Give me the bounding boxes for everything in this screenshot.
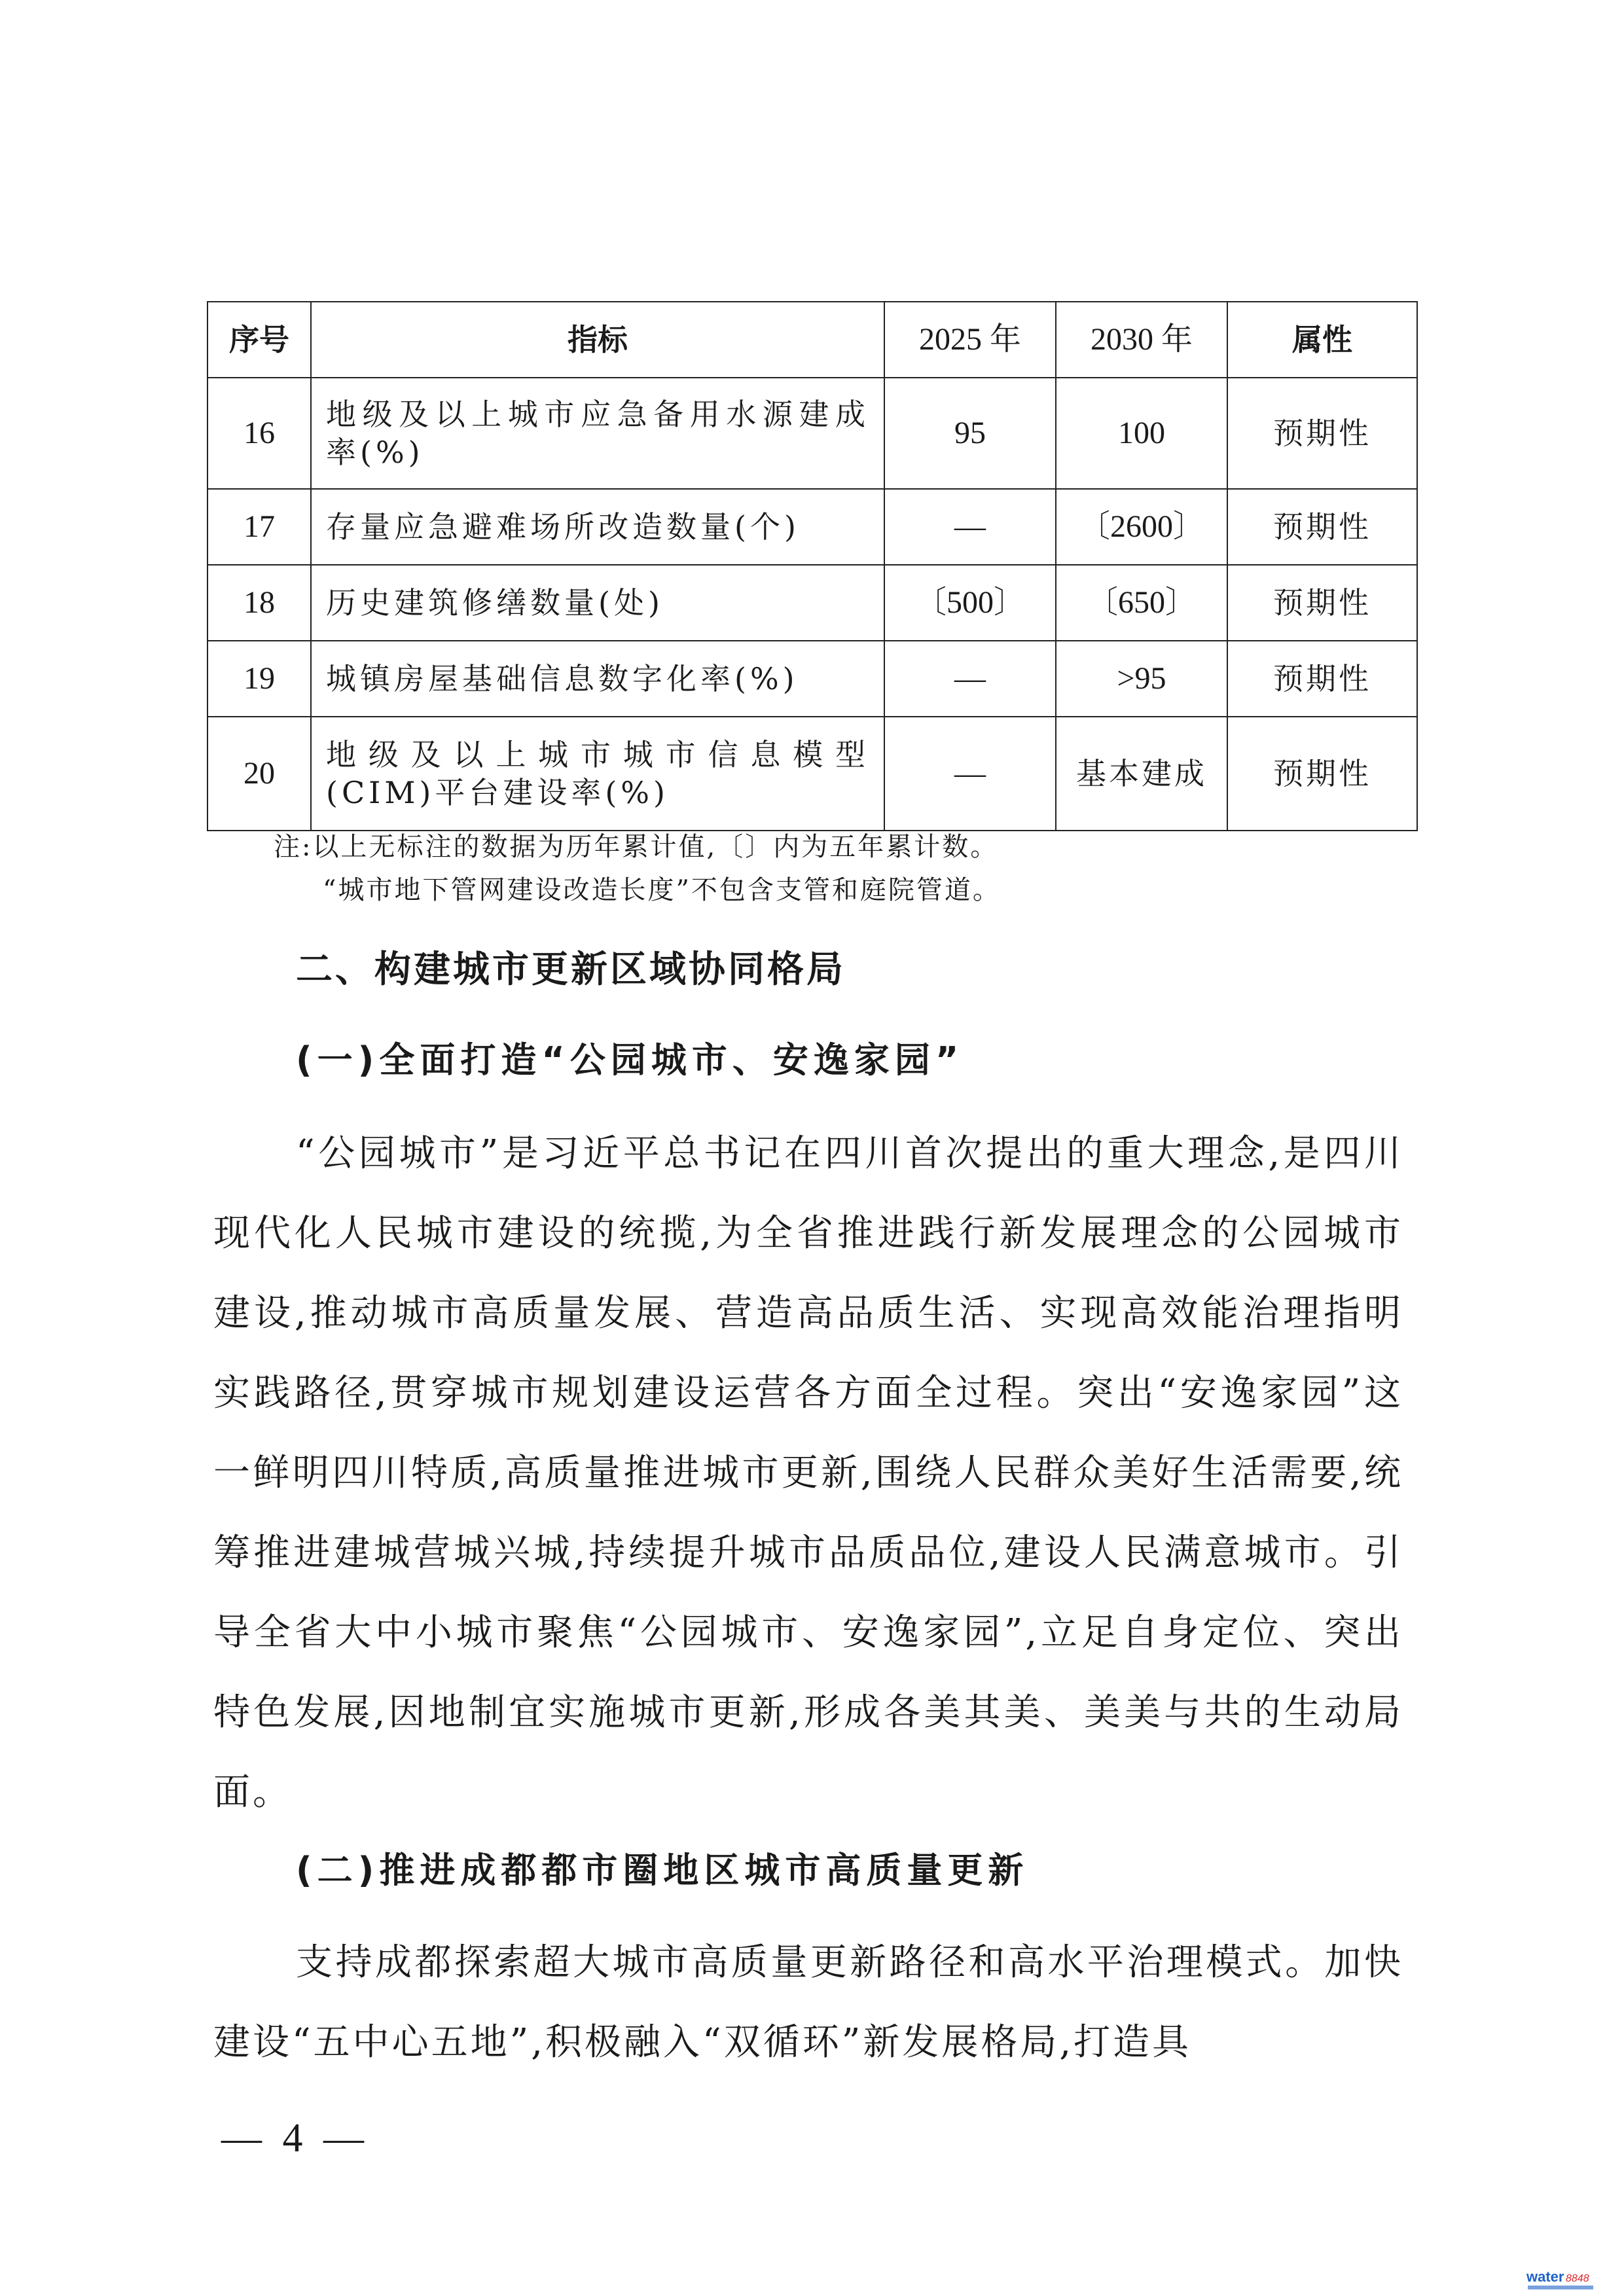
cell-2025: 〔500〕 bbox=[884, 565, 1056, 641]
cell-2030: 〔2600〕 bbox=[1056, 489, 1227, 565]
cell-attribute: 预期性 bbox=[1227, 489, 1417, 565]
cell-2025: 95 bbox=[884, 378, 1056, 489]
table-header-row bbox=[208, 302, 1417, 378]
subsection-heading: (一)全面打造“公园城市、安逸家园” bbox=[296, 1039, 964, 1081]
cell-attribute: 预期性 bbox=[1227, 717, 1417, 831]
section-heading: 二、构建城市更新区域协同格局 bbox=[296, 948, 846, 991]
cell-serial: 19 bbox=[208, 641, 311, 717]
cell-indicator: 地级及以上城市城市信息模型(CIM)平台建设率(%) bbox=[311, 717, 884, 831]
cell-2025: — bbox=[884, 641, 1056, 717]
cell-serial: 16 bbox=[208, 378, 311, 489]
cell-2030: 〔650〕 bbox=[1056, 565, 1227, 641]
cell-2025: — bbox=[884, 489, 1056, 565]
table-row bbox=[208, 378, 1417, 489]
cell-serial: 17 bbox=[208, 489, 311, 565]
body-paragraph: “公园城市”是习近平总书记在四川首次提出的重大理念,是四川现代化人民城市建设的统揽,为全省推进践行新发展理念的公园城市建设,推动城市高质量发展、营造高品质生活、实现高效能治理指明实践路径,贯穿城市规划建设运营各方面全过程。突出“安逸家园”这一鲜明四川特质,高质量推进城市更新,围绕人民群众美好生活需要,统筹推进建城营城兴城,持续提升城市品质品位,建设人民满意城市。引导全省大中小城市聚焦“公园城市、安逸家园”,立足自身定位、突出特色发展,因地制宜实施城市更新,形成各美其美、美美与共的生动局面。 bbox=[213, 1132, 1403, 1814]
table-row bbox=[208, 717, 1417, 831]
cell-indicator: 城镇房屋基础信息数字化率(%) bbox=[311, 641, 884, 717]
header-2025: 2025 年 bbox=[884, 302, 1056, 378]
svg-text:water: water bbox=[1526, 2269, 1564, 2285]
cell-2025: — bbox=[884, 717, 1056, 831]
subsection-heading: (二)推进成都都市圈地区城市高质量更新 bbox=[296, 1850, 1029, 1891]
header-attribute: 属性 bbox=[1227, 302, 1417, 378]
svg-text:8848: 8848 bbox=[1566, 2273, 1589, 2284]
body-paragraph: 支持成都探索超大城市高质量更新路径和高水平治理模式。加快建设“五中心五地”,积极融入“双循环”新发展格局,打造具 bbox=[213, 1941, 1403, 2064]
cell-attribute: 预期性 bbox=[1227, 378, 1417, 489]
table-row bbox=[208, 489, 1417, 565]
header-indicator: 指标 bbox=[311, 302, 884, 378]
cell-indicator: 地级及以上城市应急备用水源建成率(%) bbox=[311, 378, 884, 489]
cell-attribute: 预期性 bbox=[1227, 565, 1417, 641]
cell-serial: 20 bbox=[208, 717, 311, 831]
watermark-logo bbox=[1525, 2267, 1617, 2293]
table-row bbox=[208, 565, 1417, 641]
cell-2030: 基本建成 bbox=[1056, 717, 1227, 831]
cell-2030: >95 bbox=[1056, 641, 1227, 717]
cell-indicator: 存量应急避难场所改造数量(个) bbox=[311, 489, 884, 565]
cell-serial: 18 bbox=[208, 565, 311, 641]
table-note: “城市地下管网建设改造长度”不包含支管和庭院管道。 bbox=[323, 875, 1001, 905]
indicator-table bbox=[207, 301, 1418, 831]
cell-indicator: 历史建筑修缮数量(处) bbox=[311, 565, 884, 641]
table-row bbox=[208, 641, 1417, 717]
cell-2030: 100 bbox=[1056, 378, 1227, 489]
page-number: — 4 — bbox=[221, 2116, 369, 2161]
table-note: 注:以上无标注的数据为历年累计值,〔〕内为五年累计数。 bbox=[274, 832, 999, 862]
header-2030: 2030 年 bbox=[1056, 302, 1227, 378]
cell-attribute: 预期性 bbox=[1227, 641, 1417, 717]
header-serial: 序号 bbox=[208, 302, 311, 378]
